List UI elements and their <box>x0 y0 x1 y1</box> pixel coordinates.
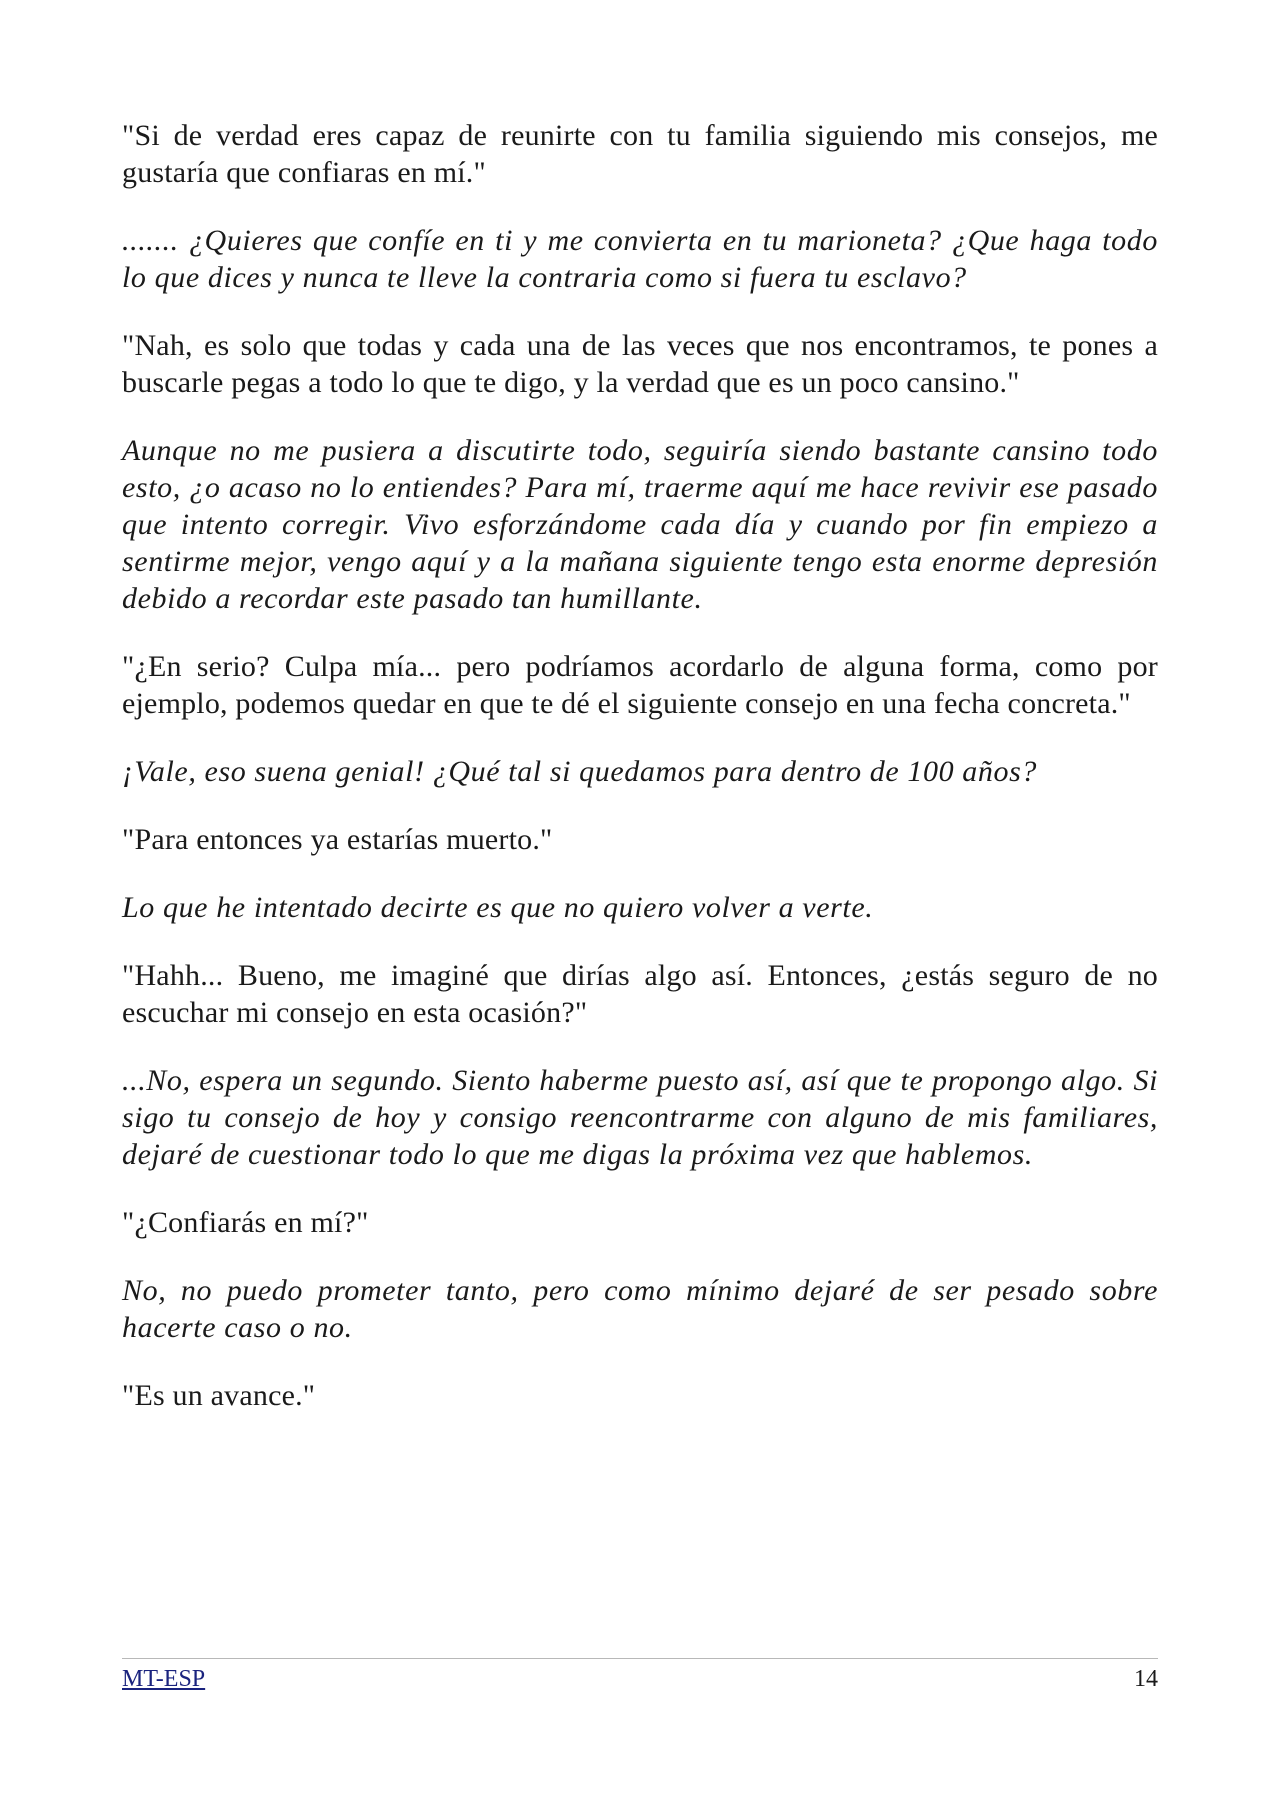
paragraph: No, no puedo prometer tanto, pero como mínimo dejaré de ser pesado sobre hacerte caso o no. <box>122 1274 1158 1344</box>
paragraph: Aunque no me pusiera a discutirte todo, seguiría siendo bastante cansino todo esto, ¿o acaso no lo entiendes? Para mí, traerme aquí me hace revivir ese pasado que intento corregir. Vivo esforzándome cada día y cuando por fin empiezo a sentirme mejor, vengo aquí y a la mañana siguiente tengo esta enorme depresión debido a recordar este pasado tan humillante. <box>122 434 1158 615</box>
page-number: 14 <box>1134 1666 1158 1692</box>
paragraph: "Para entonces ya estarías muerto." <box>122 823 553 856</box>
paragraph: ....... ¿Quieres que confíe en ti y me convierta en tu marioneta? ¿Que haga todo lo que dices y nunca te lleve la contraria como si fuera tu esclavo? <box>122 224 1158 294</box>
paragraph: "Es un avance." <box>122 1379 316 1412</box>
paragraph: ¡Vale, eso suena genial! ¿Qué tal si quedamos para dentro de 100 años? <box>122 755 1037 788</box>
paragraph: "Nah, es solo que todas y cada una de las veces que nos encontramos, te pones a buscarle pegas a todo lo que te digo, y la verdad que es un poco cansino." <box>122 329 1158 399</box>
paragraph: "¿Confiarás en mí?" <box>122 1206 369 1239</box>
footer-site-link[interactable]: MT-ESP <box>122 1666 206 1692</box>
paragraph: Lo que he intentado decirte es que no quiero volver a verte. <box>122 891 874 924</box>
page-footer <box>122 1658 1158 1693</box>
paragraph: ...No, espera un segundo. Siento haberme puesto así, así que te propongo algo. Si sigo tu consejo de hoy y consigo reencontrarme con alguno de mis familiares, dejaré de cuestionar todo lo que me digas la próxima vez que hablemos. <box>122 1064 1158 1171</box>
paragraph: "Hahh... Bueno, me imaginé que dirías algo así. Entonces, ¿estás seguro de no escuchar mi consejo en esta ocasión?" <box>122 959 1158 1029</box>
paragraph: "Si de verdad eres capaz de reunirte con tu familia siguiendo mis consejos, me gustaría que confiaras en mí." <box>122 119 1158 189</box>
page-body <box>122 117 1158 1445</box>
paragraph: "¿En serio? Culpa mía... pero podríamos acordarlo de alguna forma, como por ejemplo, podemos quedar en que te dé el siguiente consejo en una fecha concreta." <box>122 650 1158 720</box>
